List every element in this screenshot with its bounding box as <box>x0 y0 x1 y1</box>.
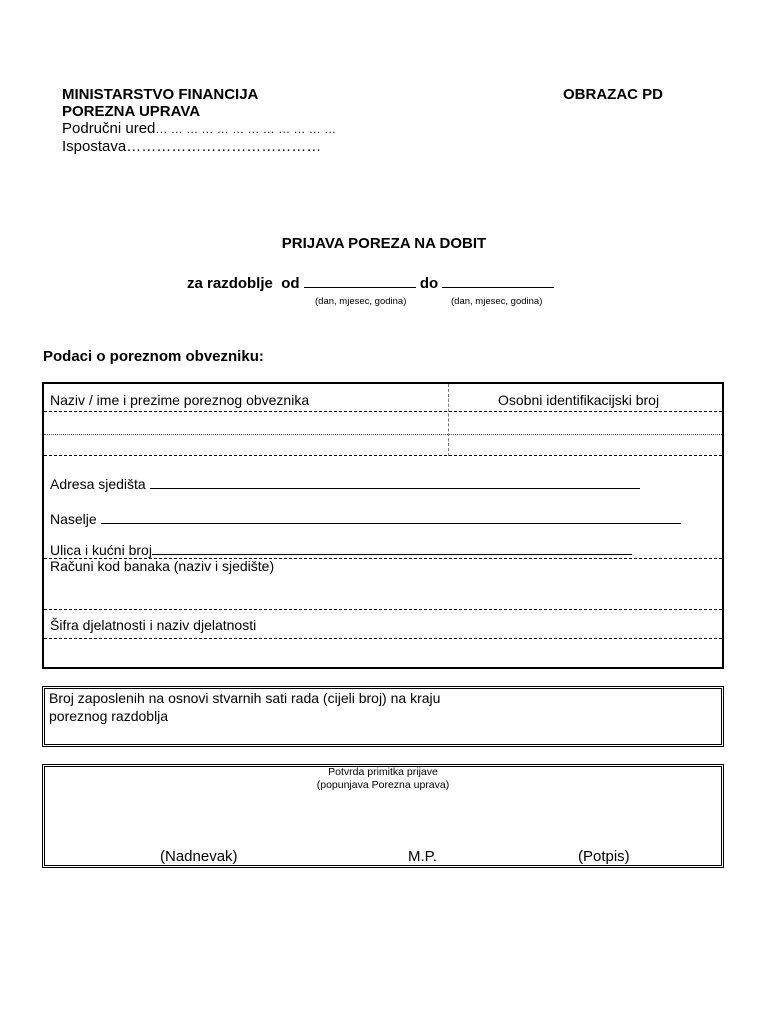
employees-label-line2: poreznog razdoblja <box>49 708 169 724</box>
regional-office-label: Područni ured <box>62 120 156 137</box>
period-from-field[interactable] <box>304 274 416 288</box>
employees-label-line1: Broj zaposlenih na osnovi stvarnih sati rada (cijeli broj) na kraju <box>49 690 441 706</box>
name-oib-divider <box>448 384 449 456</box>
period-to-hint: (dan, mjesec, godina) <box>451 296 543 307</box>
receipt-title: Potvrda primitka prijave <box>328 766 438 778</box>
address-label: Adresa sjedišta <box>50 476 146 492</box>
street-line <box>50 541 632 558</box>
date-label: (Nadnevak) <box>160 848 238 865</box>
address-field[interactable] <box>150 475 640 489</box>
branch-office-label: Ispostava <box>62 138 127 155</box>
period-label: za razdoblje <box>187 275 273 292</box>
employees-box[interactable] <box>42 686 724 747</box>
tax-administration-name: POREZNA UPRAVA <box>62 103 201 120</box>
bank-accounts-field[interactable] <box>50 578 716 606</box>
ministry-name: MINISTARSTVO FINANCIJA <box>62 86 259 103</box>
taxpayer-info-box <box>42 382 724 669</box>
form-code: OBRAZAC PD <box>563 86 663 103</box>
oib-label: Osobni identifikacijski broj <box>498 392 660 408</box>
branch-office-field[interactable]: ………………………………… <box>126 138 322 155</box>
row-divider <box>44 609 722 610</box>
row-divider <box>44 638 722 639</box>
branch-office-line <box>62 138 321 155</box>
taxpayer-name-field[interactable] <box>50 415 444 433</box>
oib-field[interactable] <box>454 415 718 433</box>
row-divider <box>44 434 722 435</box>
address-line <box>50 475 640 492</box>
street-field[interactable] <box>152 541 632 555</box>
employees-count-field[interactable] <box>605 708 705 726</box>
bank-accounts-label: Računi kod banaka (naziv i sjedište) <box>50 558 275 574</box>
signature-label: (Potpis) <box>578 848 630 865</box>
activity-field[interactable] <box>50 642 716 664</box>
city-label: Naselje <box>50 511 97 527</box>
city-field[interactable] <box>101 510 681 524</box>
receipt-confirmation-box <box>42 764 724 868</box>
period-to-field[interactable] <box>442 274 554 288</box>
form-title: PRIJAVA POREZA NA DOBIT <box>281 235 487 252</box>
taxpayer-name-label: Naziv / ime i prezime poreznog obveznika <box>50 392 310 408</box>
regional-office-line <box>62 120 336 138</box>
stamp-label: M.P. <box>408 848 437 865</box>
row-divider <box>44 411 722 412</box>
city-line <box>50 510 681 527</box>
receipt-subtitle: (popunjava Porezna uprava) <box>316 779 450 791</box>
period-line <box>187 274 554 292</box>
regional-office-field[interactable]: … … … … … … … … … … … … <box>155 122 337 136</box>
row-divider <box>44 455 722 456</box>
period-from-label: od <box>281 275 300 292</box>
taxpayer-section-heading: Podaci o poreznom obvezniku: <box>43 348 264 365</box>
street-label: Ulica i kućni broj <box>50 542 152 558</box>
period-to-label: do <box>419 275 439 292</box>
activity-label: Šifra djelatnosti i naziv djelatnosti <box>50 617 257 633</box>
period-from-hint: (dan, mjesec, godina) <box>315 296 407 307</box>
